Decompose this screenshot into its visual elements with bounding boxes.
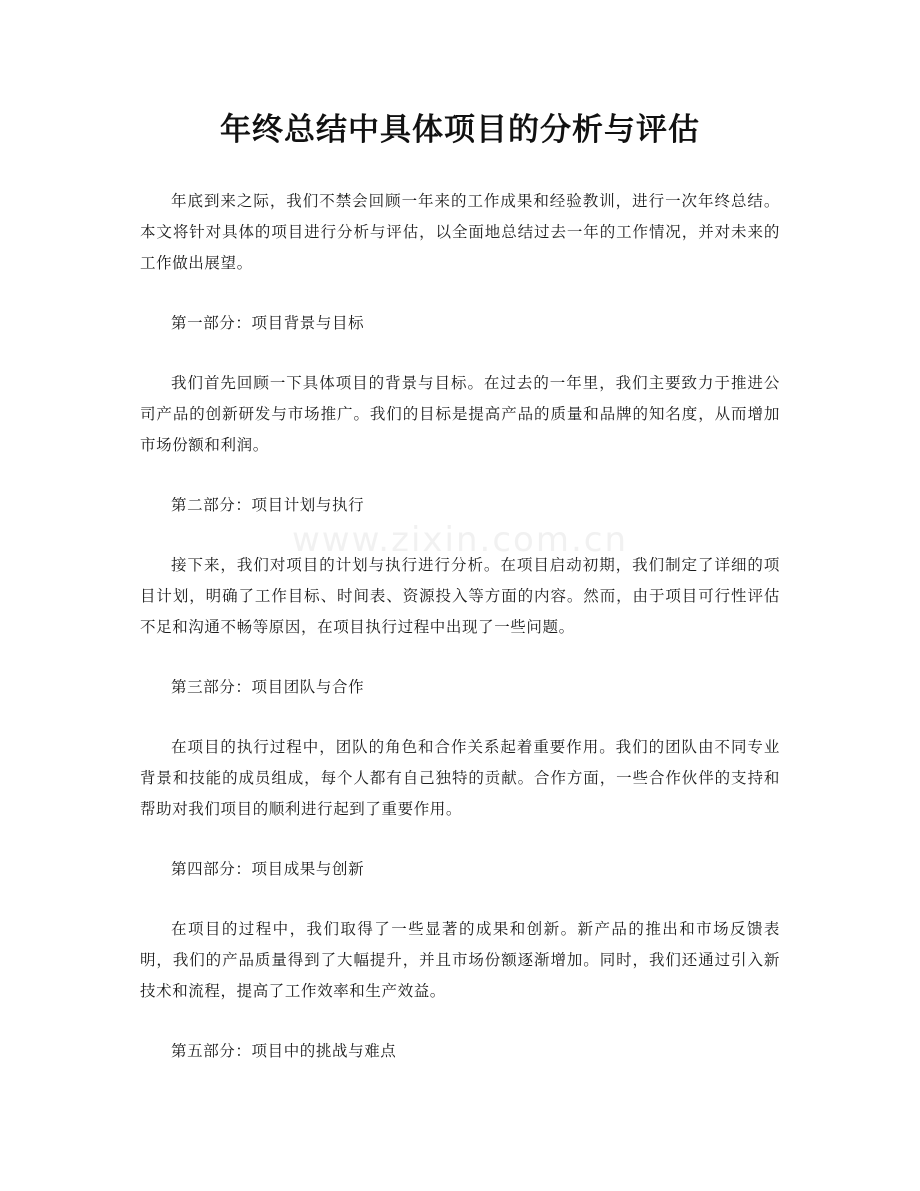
section-heading-3: 第三部分：项目团队与合作 <box>171 678 365 696</box>
section-paragraph-1: 我们首先回顾一下具体项目的背景与目标。在过去的一年里，我们主要致力于推进公司产品的创新研发与市场推广。我们的目标是提高产品的质量和品牌的知名度，从而增加市场份额和利润。 <box>140 374 780 454</box>
section-paragraph-4: 在项目的过程中，我们取得了一些显著的成果和创新。新产品的推出和市场反馈表明，我们的产品质量得到了大幅提升，并且市场份额逐渐增加。同时，我们还通过引入新技术和流程，提高了工作效率和生产效益。 <box>140 920 780 1000</box>
section-heading-5: 第五部分：项目中的挑战与难点 <box>171 1042 397 1060</box>
page-title: 年终总结中具体项目的分析与评估 <box>220 112 700 148</box>
document-body <box>140 186 780 1096</box>
section-heading-1: 第一部分：项目背景与目标 <box>171 314 365 332</box>
section-paragraph-3: 在项目的执行过程中，团队的角色和合作关系起着重要作用。我们的团队由不同专业背景和技能的成员组成，每个人都有自己独特的贡献。合作方面，一些合作伙伴的支持和帮助对我们项目的顺利进行起到了重要作用。 <box>140 738 780 818</box>
intro-paragraph: 年底到来之际，我们不禁会回顾一年来的工作成果和经验教训，进行一次年终总结。本文将针对具体的项目进行分析与评估，以全面地总结过去一年的工作情况，并对未来的工作做出展望。 <box>140 192 780 272</box>
section-heading-2: 第二部分：项目计划与执行 <box>171 496 365 514</box>
section-heading-4: 第四部分：项目成果与创新 <box>171 860 365 878</box>
section-paragraph-2: 接下来，我们对项目的计划与执行进行分析。在项目启动初期，我们制定了详细的项目计划，明确了工作目标、时间表、资源投入等方面的内容。然而，由于项目可行性评估不足和沟通不畅等原因，在项目执行过程中出现了一些问题。 <box>140 556 780 636</box>
watermark: www.zixin.com.cn <box>292 520 628 560</box>
